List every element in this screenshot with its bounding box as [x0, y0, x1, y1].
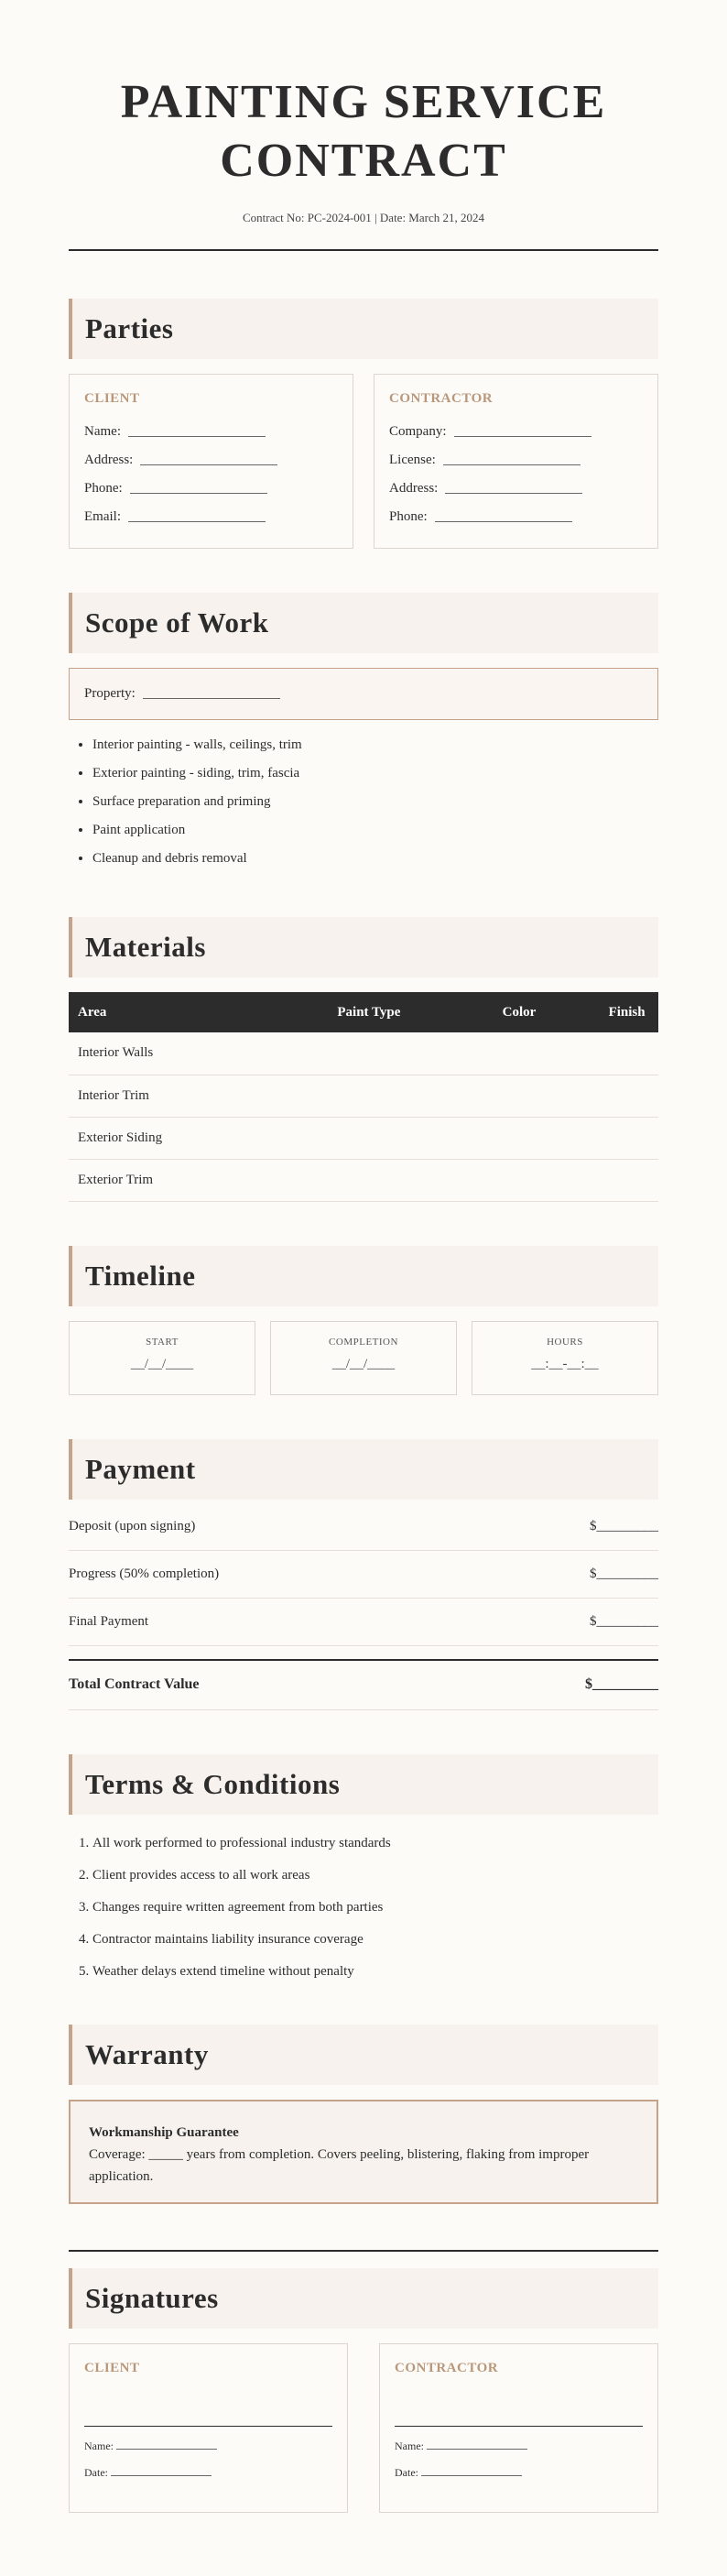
- table-header-row: [69, 992, 658, 1032]
- field-label: Date:: [84, 2465, 108, 2479]
- terms-list: [69, 1828, 658, 1988]
- table-cell[interactable]: [600, 1075, 658, 1117]
- table-row: [69, 1117, 658, 1159]
- list-item: • Paint application: [92, 816, 658, 845]
- timeline-label: HOURS: [547, 1336, 583, 1348]
- table-cell[interactable]: [328, 1032, 493, 1075]
- contractor-company-field[interactable]: [389, 418, 643, 446]
- timeline-label: COMPLETION: [329, 1336, 398, 1348]
- blank-line: [421, 2468, 522, 2476]
- property-field[interactable]: [69, 668, 658, 720]
- payment-amount[interactable]: $_________: [590, 1518, 658, 1534]
- payment-label: Progress (50% completion): [69, 1566, 220, 1581]
- payment-total-row: [69, 1659, 658, 1710]
- table-cell[interactable]: [600, 1159, 658, 1201]
- blank-line: [128, 513, 266, 522]
- list-item: • Exterior painting - siding, trim, fascia: [92, 759, 658, 788]
- table-cell[interactable]: [494, 1117, 600, 1159]
- list-item: 4. Contractor maintains liability insurance coverage: [92, 1924, 658, 1956]
- list-item: 3. Changes require written agreement from both parties: [92, 1892, 658, 1924]
- blank-line: [116, 2441, 217, 2450]
- payment-row: [69, 1551, 658, 1599]
- table-row: [69, 1159, 658, 1201]
- scope-list: [69, 731, 658, 873]
- signature-date-field[interactable]: [395, 2466, 643, 2480]
- field-label: Name:: [84, 424, 121, 439]
- table-cell: Interior Trim: [69, 1075, 328, 1117]
- payment-label: Final Payment: [69, 1613, 149, 1629]
- contractor-license-field[interactable]: [389, 446, 643, 475]
- table-row: [69, 1032, 658, 1075]
- client-address-field[interactable]: [84, 446, 338, 475]
- table-cell[interactable]: [328, 1075, 493, 1117]
- list-item: • Interior painting - walls, ceilings, trim: [92, 731, 658, 759]
- warranty-text: Coverage: _____ years from completion. Covers peeling, blistering, flaking from improper application.: [89, 2146, 590, 2184]
- payment-row: [69, 1503, 658, 1551]
- title-line-2: CONTRACT: [220, 135, 507, 187]
- contractor-address-field[interactable]: [389, 475, 643, 503]
- total-label: Total Contract Value: [69, 1676, 200, 1692]
- section-heading-signatures: Signatures: [69, 2268, 658, 2329]
- client-name-field[interactable]: [84, 418, 338, 446]
- field-label: License:: [389, 453, 436, 467]
- blank-line: [143, 690, 280, 699]
- list-item: 1. All work performed to professional industry standards: [92, 1828, 658, 1860]
- signature-name-field[interactable]: [84, 2440, 332, 2453]
- timeline-grid: [69, 1321, 658, 1395]
- blank-line: [443, 456, 581, 465]
- section-heading-scope: Scope of Work: [69, 593, 658, 653]
- field-label: Name:: [395, 2439, 424, 2452]
- blank-line: [140, 456, 277, 465]
- signature-divider: [69, 2250, 658, 2252]
- field-label: Name:: [84, 2439, 114, 2452]
- contractor-phone-field[interactable]: [389, 503, 643, 531]
- contractor-signature-label: CONTRACTOR: [395, 2360, 499, 2375]
- blank-line: [111, 2468, 212, 2476]
- section-heading-warranty: Warranty: [69, 2025, 658, 2085]
- signature-date-field[interactable]: [84, 2466, 332, 2480]
- timeline-hours-box[interactable]: [472, 1321, 658, 1395]
- column-header: Paint Type: [328, 992, 493, 1032]
- column-header: Area: [69, 992, 328, 1032]
- client-signature-box: [69, 2343, 348, 2513]
- column-header: Color: [494, 992, 600, 1032]
- warranty-title: Workmanship Guarantee: [89, 2124, 239, 2140]
- list-item: 2. Client provides access to all work areas: [92, 1860, 658, 1892]
- payment-label: Deposit (upon signing): [69, 1518, 196, 1534]
- list-item: 5. Weather delays extend timeline without penalty: [92, 1956, 658, 1988]
- timeline-start-box[interactable]: [69, 1321, 255, 1395]
- table-cell[interactable]: [600, 1032, 658, 1075]
- signatures-grid: [69, 2343, 658, 2513]
- field-label: Email:: [84, 509, 121, 524]
- payment-amount[interactable]: $_________: [590, 1613, 658, 1629]
- field-label: Date:: [395, 2465, 418, 2479]
- total-amount[interactable]: $_________: [585, 1676, 658, 1692]
- materials-table: [69, 992, 658, 1202]
- table-cell: Interior Walls: [69, 1032, 328, 1075]
- blank-line: [130, 485, 267, 494]
- field-label: Phone:: [84, 481, 123, 496]
- timeline-value: __/__/____: [331, 1356, 396, 1371]
- table-cell[interactable]: [494, 1159, 600, 1201]
- client-email-field[interactable]: [84, 503, 338, 531]
- contractor-box: [374, 374, 658, 549]
- blank-line: [427, 2441, 527, 2450]
- blank-line: [445, 485, 582, 494]
- section-heading-parties: Parties: [69, 299, 658, 359]
- property-label: Property:: [84, 686, 136, 701]
- timeline-value: __/__/____: [130, 1356, 194, 1371]
- header-divider: [69, 249, 658, 251]
- blank-line: [128, 428, 266, 437]
- table-cell: Exterior Siding: [69, 1117, 328, 1159]
- blank-line: [435, 513, 572, 522]
- section-heading-payment: Payment: [69, 1439, 658, 1500]
- signature-name-field[interactable]: [395, 2440, 643, 2453]
- contract-title: [69, 73, 658, 191]
- table-cell[interactable]: [328, 1159, 493, 1201]
- column-header: Finish: [600, 992, 658, 1032]
- list-item: • Cleanup and debris removal: [92, 845, 658, 873]
- client-box: [69, 374, 353, 549]
- parties-grid: [69, 374, 658, 549]
- client-label: CLIENT: [84, 391, 140, 406]
- field-label: Address:: [389, 481, 439, 496]
- section-heading-terms: Terms & Conditions: [69, 1754, 658, 1815]
- warranty-box: [69, 2100, 658, 2204]
- payment-row: [69, 1599, 658, 1646]
- section-heading-timeline: Timeline: [69, 1246, 658, 1306]
- table-cell[interactable]: [494, 1032, 600, 1075]
- contractor-label: CONTRACTOR: [389, 391, 494, 406]
- client-signature-label: CLIENT: [84, 2360, 140, 2375]
- blank-line: [454, 428, 591, 437]
- section-heading-materials: Materials: [69, 917, 658, 977]
- field-label: Company:: [389, 424, 447, 439]
- list-item: • Surface preparation and priming: [92, 788, 658, 816]
- timeline-label: START: [146, 1336, 179, 1348]
- contractor-signature-box: [379, 2343, 658, 2513]
- table-cell[interactable]: [600, 1117, 658, 1159]
- title-line-1: PAINTING SERVICE: [120, 76, 607, 128]
- field-label: Address:: [84, 453, 134, 467]
- table-cell[interactable]: [494, 1075, 600, 1117]
- payment-amount[interactable]: $_________: [590, 1566, 658, 1581]
- timeline-completion-box[interactable]: [270, 1321, 457, 1395]
- table-row: [69, 1075, 658, 1117]
- table-cell: Exterior Trim: [69, 1159, 328, 1201]
- payment-list: [69, 1503, 658, 1710]
- client-phone-field[interactable]: [84, 475, 338, 503]
- signature-line[interactable]: [395, 2426, 643, 2427]
- signature-line[interactable]: [84, 2426, 332, 2427]
- timeline-value: __:__-__:__: [531, 1356, 599, 1371]
- field-label: Phone:: [389, 509, 428, 524]
- contract-meta: Contract No: PC-2024-001 | Date: March 21, 2024: [242, 211, 484, 224]
- table-cell[interactable]: [328, 1117, 493, 1159]
